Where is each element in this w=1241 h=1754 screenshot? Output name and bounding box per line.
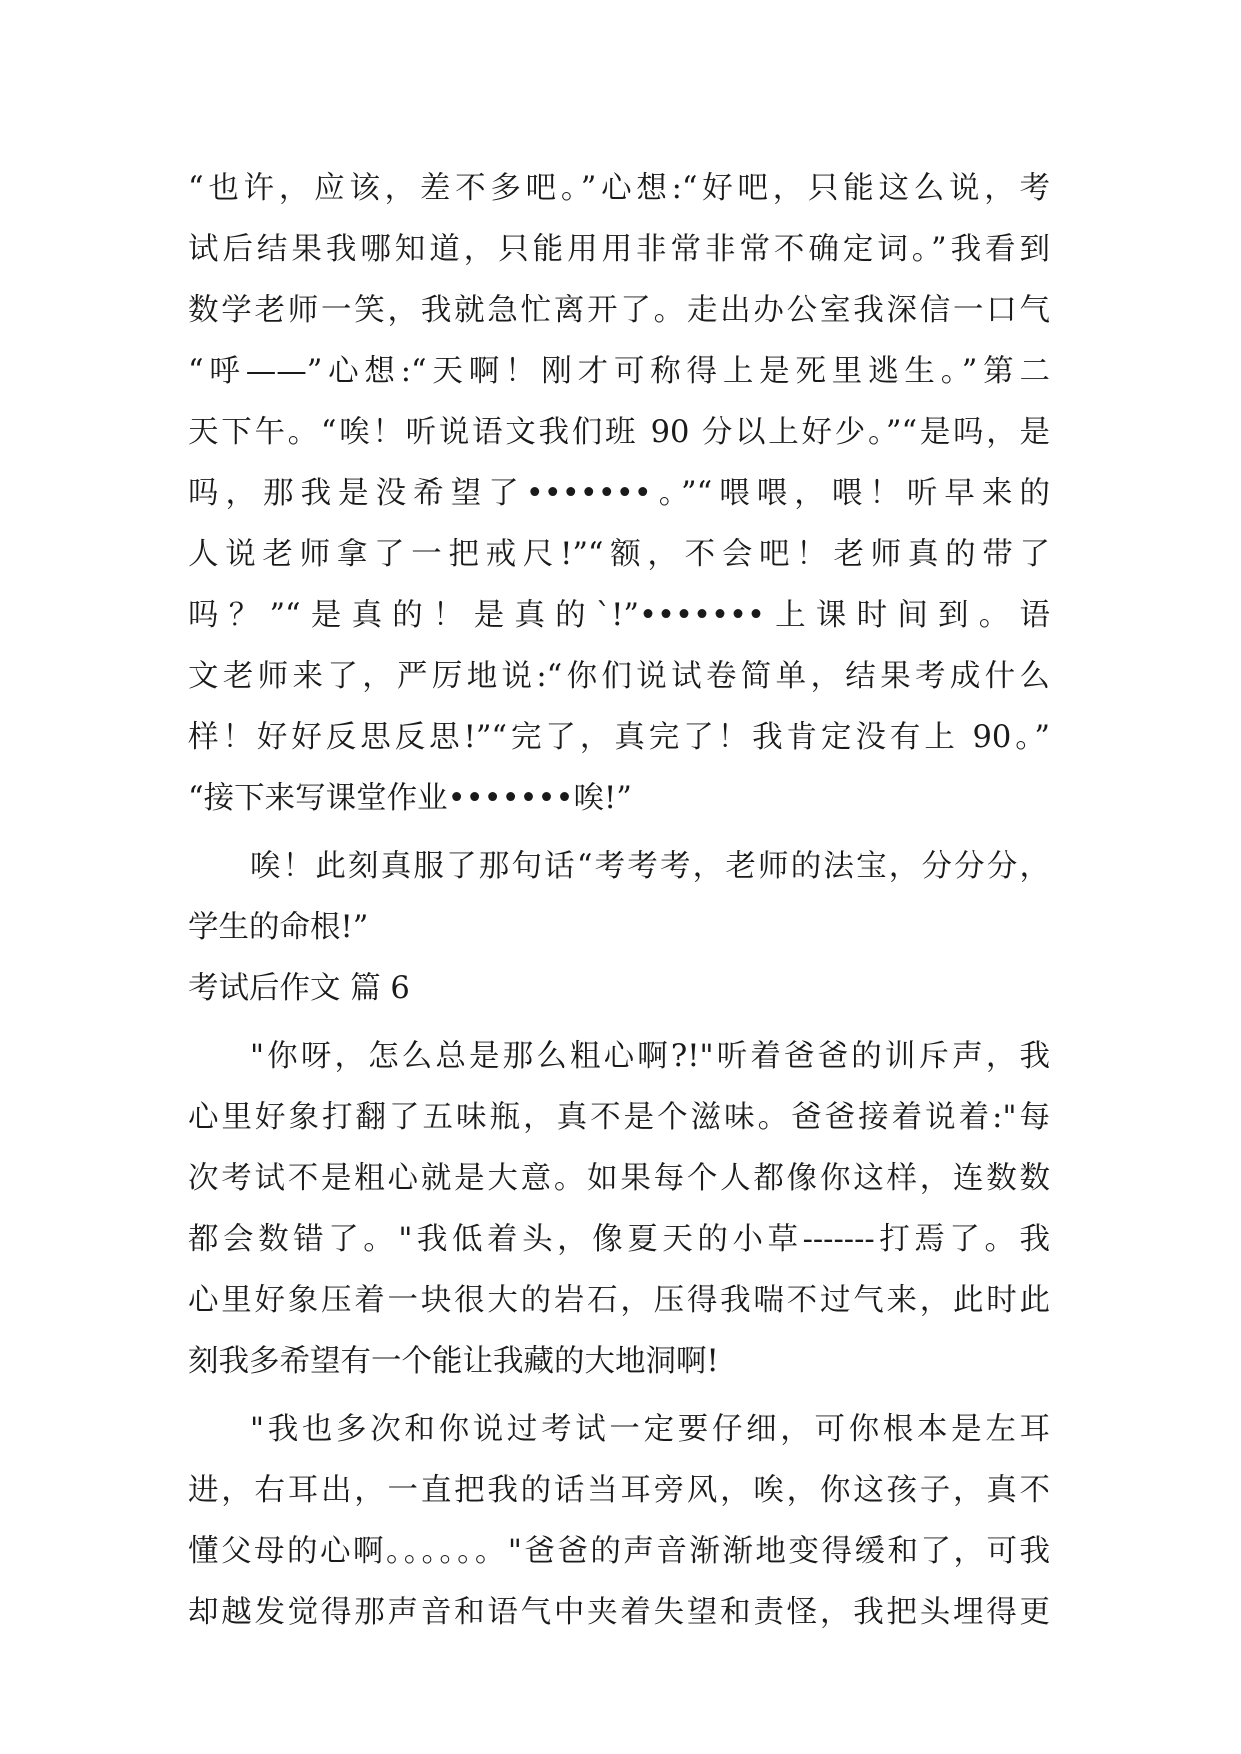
text-line: 刻我多希望有一个能让我藏的大地洞啊!: [188, 1344, 719, 1379]
text-line: 天下午。“唉！听说语文我们班 90 分以上好少。”“是吗，是: [188, 415, 1050, 450]
text-line: 心里好象压着一块很大的岩石，压得我喘不过气来，此时此: [188, 1283, 1050, 1318]
text-line: 试后结果我哪知道，只能用用非常非常不确定词。”我看到: [188, 232, 1050, 267]
paragraph: [188, 1399, 1050, 1643]
paragraph: [188, 836, 1050, 958]
text-line: "你呀，怎么总是那么粗心啊?!"听着爸爸的训斥声，我: [250, 1039, 1050, 1074]
text-line: 次考试不是粗心就是大意。如果每个人都像你这样，连数数: [188, 1161, 1050, 1196]
text-line: 学生的命根!”: [188, 910, 369, 945]
text-line: 人说老师拿了一把戒尺!”“额，不会吧！老师真的带了: [188, 537, 1050, 572]
text-line: 却越发觉得那声音和语气中夹着失望和责怪，我把头埋得更: [188, 1595, 1050, 1630]
text-line: 懂父母的心啊。。。。。。"爸爸的声音渐渐地变得缓和了，可我: [188, 1534, 1050, 1569]
text-line: 都会数错了。"我低着头，像夏天的小草-------打焉了。我: [188, 1222, 1050, 1257]
text-line: “也许，应该，差不多吧。”心想:“好吧，只能这么说，考: [188, 171, 1050, 206]
text-line: 心里好象打翻了五味瓶，真不是个滋味。爸爸接着说着:"每: [188, 1100, 1050, 1135]
text-line: 吗，那我是没希望了•••••••。”“喂喂，喂！听早来的: [188, 476, 1050, 511]
text-line: 吗？”“是真的！是真的`!”•••••••上课时间到。语: [188, 598, 1050, 633]
paragraph: [188, 158, 1050, 829]
text-line: 唉！此刻真服了那句话“考考考，老师的法宝，分分分，: [250, 849, 1050, 884]
text-line: 文老师来了，严厉地说:“你们说试卷简单，结果考成什么: [188, 659, 1050, 694]
text-line: “接下来写课堂作业•••••••唉!”: [188, 781, 632, 816]
section-heading: 考试后作文 篇 6: [188, 971, 410, 1006]
text-line: 数学老师一笑，我就急忙离开了。走出办公室我深信一口气: [188, 293, 1050, 328]
paragraph: [188, 1026, 1050, 1392]
text-line: "我也多次和你说过考试一定要仔细，可你根本是左耳: [250, 1412, 1050, 1447]
text-line: 样！好好反思反思!”“完了，真完了！我肯定没有上 90。”: [188, 720, 1050, 755]
document-page: [188, 158, 1050, 1643]
text-line: “呼——”心想:“天啊！刚才可称得上是死里逃生。”第二: [188, 354, 1050, 389]
text-line: 进，右耳出，一直把我的话当耳旁风，唉，你这孩子，真不: [188, 1473, 1050, 1508]
